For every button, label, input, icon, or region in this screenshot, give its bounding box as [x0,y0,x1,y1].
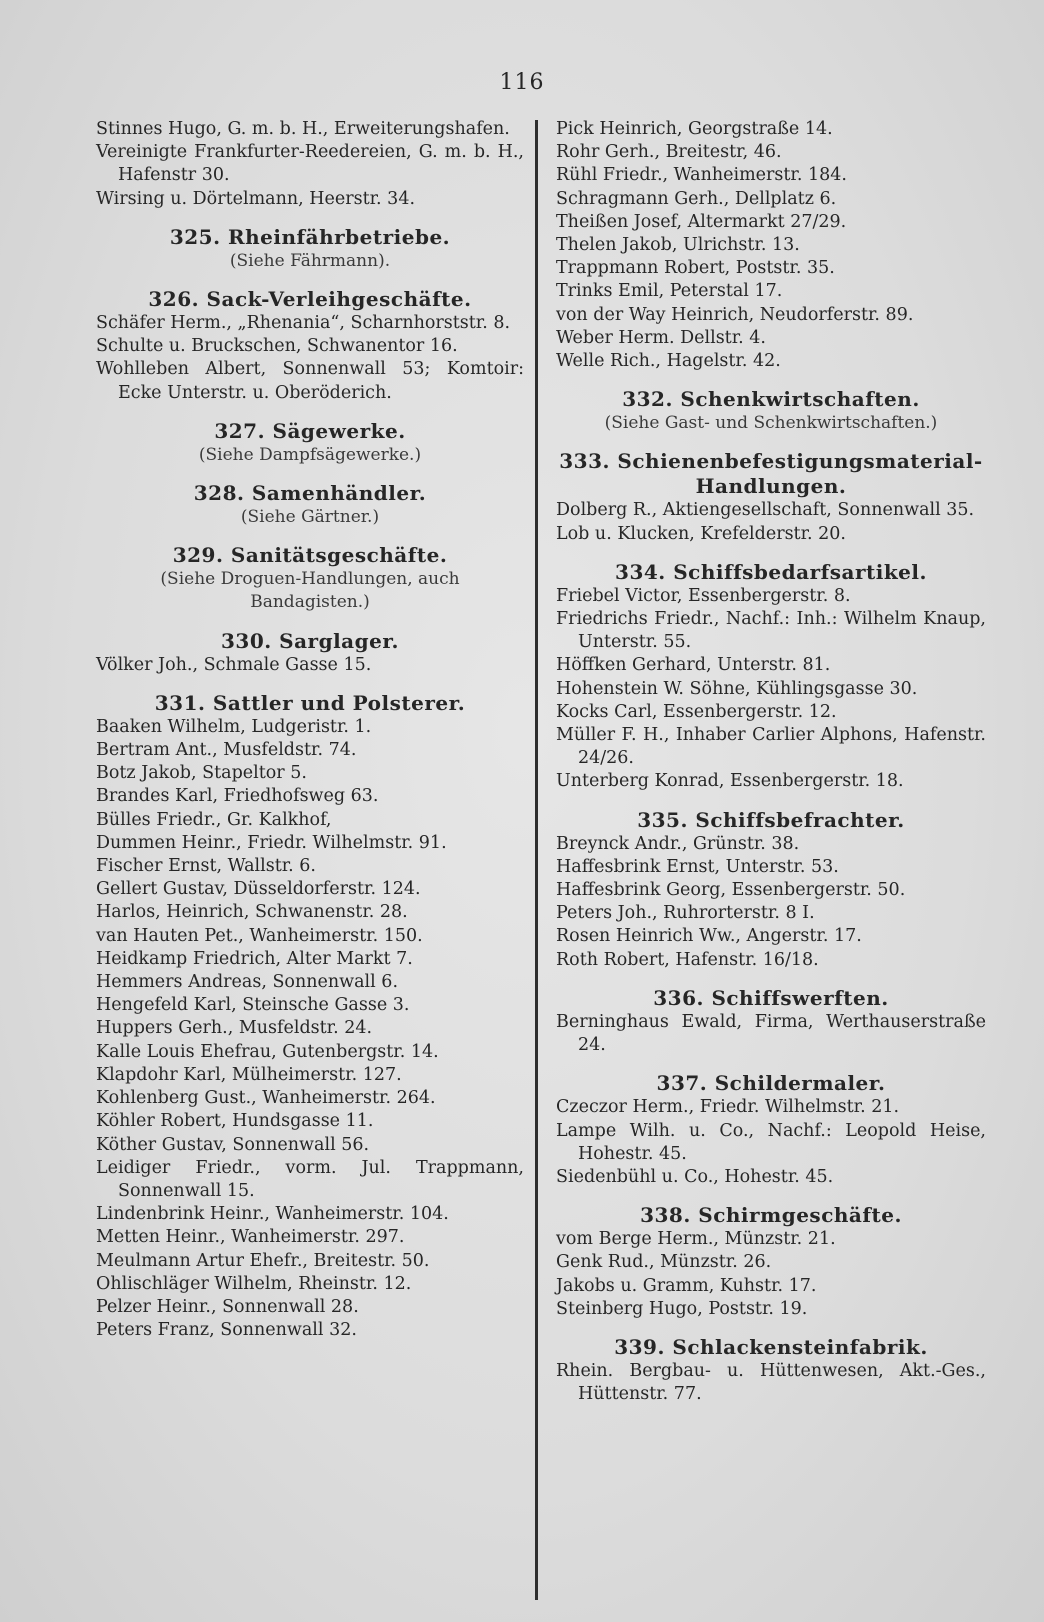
directory-entry: Wirsing u. Dörtelmann, Heerstr. 34. [96,188,416,209]
directory-entry: Baaken Wilhelm, Ludgeristr. 1. [96,716,372,737]
directory-entry: Gellert Gustav, Düsseldorferstr. 124. [96,879,421,900]
directory-entry: Köther Gustav, Sonnenwall 56. [96,1134,370,1155]
section-heading: 338. Schirmgeschäfte. [640,1203,902,1228]
directory-entry: Klapdohr Karl, Mülheimerstr. 127. [96,1064,402,1085]
directory-entry: Meulmann Artur Ehefr., Breitestr. 50. [96,1250,430,1271]
cross-reference-note: (Siehe Dampfsägewerke.) [198,444,422,465]
directory-entry: Hohenstein W. Söhne, Kühlingsgasse 30. [556,678,918,699]
directory-entry: Friebel Victor, Essenbergerstr. 8. [556,585,851,606]
category-section [96,629,524,677]
directory-entry: von der Way Heinrich, Neudorferstr. 89. [556,304,914,325]
category-section [556,1203,986,1321]
section-heading: 337. Schildermaler. [656,1071,886,1096]
category-section [96,225,524,273]
directory-entry: Schäfer Herm., „Rhenania“, Scharnhorststr. 8. [96,313,511,334]
category-section [556,808,986,972]
directory-entry: Lampe Wilh. u. Co., Nachf.: Leopold Heise, Hohestr. 45. [556,1120,986,1164]
directory-entry: Lindenbrink Heinr., Wanheimerstr. 104. [96,1204,449,1225]
directory-entry: Genk Rud., Münzstr. 26. [556,1252,772,1273]
directory-entry: Heidkamp Friedrich, Alter Markt 7. [96,948,413,969]
category-section [556,449,986,545]
section-heading: 325. Rheinfährbetriebe. [169,224,451,249]
directory-entry: Dolberg R., Aktiengesellschaft, Sonnenwall 35. [556,500,975,521]
directory-entry: Rohr Gerh., Breitestr, 46. [556,142,782,163]
section-heading: 331. Sattler und Polsterer. [154,690,466,715]
directory-entry: Thelen Jakob, Ulrichstr. 13. [556,235,800,256]
directory-entry: Vereinigte Frankfurter-Reedereien, G. m. b. H., Hafenstr 30. [96,142,524,186]
directory-entry: Huppers Gerh., Musfeldstr. 24. [96,1018,373,1039]
directory-entry: Kohlenberg Gust., Wanheimerstr. 264. [96,1088,436,1109]
category-section [96,287,524,405]
cross-reference-note: (Siehe Fährmann). [229,250,391,271]
directory-entry: Dummen Heinr., Friedr. Wilhelmstr. 91. [96,832,447,853]
left-column [96,118,524,1342]
directory-entry: Trappmann Robert, Poststr. 35. [556,258,835,279]
directory-entry: Metten Heinr., Wanheimerstr. 297. [96,1227,405,1248]
directory-entry: Köhler Robert, Hundsgasse 11. [96,1111,374,1132]
directory-entry: Wohlleben Albert, Sonnenwall 53; Komtoir: Ecke Unterstr. u. Oberöderich. [96,359,524,403]
section-heading: 336. Schiffswerften. [653,985,889,1010]
directory-entry: Peters Joh., Ruhrorterstr. 8 I. [556,903,815,924]
directory-entry: Unterberg Konrad, Essenbergerstr. 18. [556,771,904,792]
category-section [556,560,986,794]
directory-entry: van Hauten Pet., Wanheimerstr. 150. [96,925,423,946]
section-heading: 335. Schiffsbefrachter. [637,807,905,832]
directory-entry: Jakobs u. Gramm, Kuhstr. 17. [556,1275,817,1296]
section-heading: 326. Sack-Verleihgeschäfte. [148,287,472,312]
right-column [556,118,986,1406]
directory-entry: Czeczor Herm., Friedr. Wilhelmstr. 21. [556,1097,900,1118]
directory-entry: Botz Jakob, Stapeltor 5. [96,763,307,784]
directory-entry: Leidiger Friedr., vorm. Jul. Trappmann, Sonnenwall 15. [96,1157,524,1201]
directory-entry: Harlos, Heinrich, Schwanenstr. 28. [96,902,408,923]
directory-entry: Friedrichs Friedr., Nachf.: Inh.: Wilhelm Knaup, Unterstr. 55. [556,609,986,653]
directory-entry: Lob u. Klucken, Krefelderstr. 20. [556,523,846,544]
category-section [96,691,524,1342]
category-section [96,543,524,614]
directory-entry: Höffken Gerhard, Unterstr. 81. [556,655,831,676]
cross-reference-note: (Siehe Droguen-Handlungen, auch Bandagisten.) [160,569,460,613]
directory-entry: Rhein. Bergbau- u. Hüttenwesen, Akt.-Ges., Hüttenstr. 77. [556,1360,986,1405]
column-divider [535,120,538,1600]
directory-entry: Bülles Friedr., Gr. Kalkhof, [96,809,332,830]
directory-entry: Pelzer Heinr., Sonnenwall 28. [96,1296,359,1317]
directory-entry: Ohlischläger Wilhelm, Rheinstr. 12. [96,1273,412,1294]
directory-entry: Peters Franz, Sonnenwall 32. [96,1320,357,1341]
directory-entry: Pick Heinrich, Georgstraße 14. [556,119,833,139]
directory-entry: Trinks Emil, Peterstal 17. [556,281,783,302]
section-heading: 329. Sanitätsgeschäfte. [172,543,448,568]
directory-entry: vom Berge Herm., Münzstr. 21. [556,1229,836,1250]
directory-entry: Bertram Ant., Musfeldstr. 74. [96,740,357,761]
directory-entry: Rühl Friedr., Wanheimerstr. 184. [556,165,847,186]
directory-entry: Kalle Louis Ehefrau, Gutenbergstr. 14. [96,1041,439,1062]
directory-entry: Theißen Josef, Altermarkt 27/29. [556,211,847,232]
directory-entry: Siedenbühl u. Co., Hohestr. 45. [556,1166,834,1187]
category-section [96,481,524,529]
directory-entry: Kocks Carl, Essenbergerstr. 12. [556,701,837,722]
directory-entry: Schragmann Gerh., Dellplatz 6. [556,188,837,209]
directory-entry: Haffesbrink Ernst, Unterstr. 53. [556,856,839,877]
directory-entry: Welle Rich., Hagelstr. 42. [556,351,781,372]
cross-reference-note: (Siehe Gärtner.) [240,507,380,528]
directory-entry: Brandes Karl, Friedhofsweg 63. [96,786,379,807]
directory-entry: Steinberg Hugo, Poststr. 19. [556,1298,808,1319]
directory-entry: Berninghaus Ewald, Firma, Werthauserstraße 24. [556,1011,986,1056]
section-heading: 332. Schenkwirtschaften. [622,387,920,412]
category-section [556,1071,986,1189]
directory-entry: Rosen Heinrich Ww., Angerstr. 17. [556,926,862,947]
category-section [556,986,986,1057]
directory-entry: Müller F. H., Inhaber Carlier Alphons, Hafenstr. 24/26. [556,725,986,769]
section-heading: 339. Schlackensteinfabrik. [614,1334,928,1359]
directory-entry: Roth Robert, Hafenstr. 16/18. [556,949,819,970]
section-heading: 327. Sägewerke. [214,418,406,443]
section-heading: 333. Schienenbefestigungsmaterial-Handlungen. [559,449,983,499]
section-heading: 328. Samenhändler. [193,481,427,506]
directory-entry: Völker Joh., Schmale Gasse 15. [96,654,372,675]
category-section [556,1335,986,1406]
section-heading: 330. Sarglager. [220,628,400,653]
directory-entry: Schulte u. Bruckschen, Schwanentor 16. [96,336,458,357]
directory-entry: Stinnes Hugo, G. m. b. H., Erweiterungshafen. [96,119,510,139]
directory-entry: Breynck Andr., Grünstr. 38. [556,833,800,854]
directory-entry: Hengefeld Karl, Steinsche Gasse 3. [96,995,410,1016]
directory-entry: Weber Herm. Dellstr. 4. [556,327,766,348]
page-number: 116 [499,70,545,95]
cross-reference-note: (Siehe Gast- und Schenkwirtschaften.) [604,413,938,434]
directory-entry: Fischer Ernst, Wallstr. 6. [96,856,316,877]
directory-entry: Hemmers Andreas, Sonnenwall 6. [96,972,399,993]
section-heading: 334. Schiffsbedarfsartikel. [615,559,927,584]
directory-entry: Haffesbrink Georg, Essenbergerstr. 50. [556,880,906,901]
category-section [556,387,986,435]
category-section [96,419,524,467]
